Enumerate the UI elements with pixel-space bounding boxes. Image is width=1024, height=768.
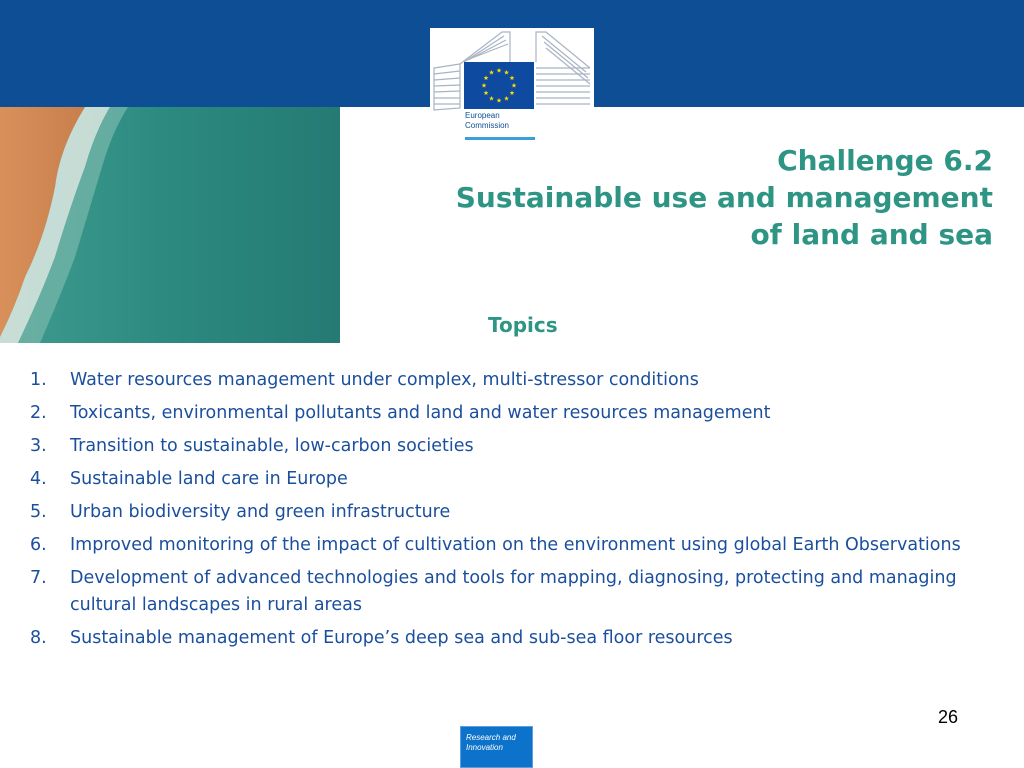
list-item — [30, 565, 1000, 619]
star-icon — [512, 83, 517, 88]
item-number: 7. — [30, 568, 47, 588]
list-item — [30, 625, 1000, 652]
star-icon — [484, 90, 489, 95]
item-number: 6. — [30, 535, 47, 555]
star-icon — [489, 96, 494, 101]
list-item — [30, 499, 1000, 526]
logo-line-2: Commission — [465, 121, 510, 130]
item-text: Transition to sustainable, low-carbon societies — [70, 436, 474, 456]
topics-list — [30, 367, 1000, 658]
star-icon — [484, 75, 489, 80]
item-text: Improved monitoring of the impact of cultivation on the environment using global Earth Observations — [70, 535, 961, 555]
item-text: Development of advanced technologies and tools for mapping, diagnosing, protecting and managing cultural landscapes in rural areas — [70, 568, 957, 615]
item-text: Toxicants, environmental pollutants and land and water resources management — [70, 403, 771, 423]
item-text: Urban biodiversity and green infrastructure — [70, 502, 451, 522]
research-innovation-badge — [460, 726, 533, 768]
star-icon — [510, 75, 515, 80]
list-item — [30, 466, 1000, 493]
title-line-3: of land and sea — [750, 218, 993, 251]
badge-line-1: Research and — [466, 733, 516, 742]
item-number: 1. — [30, 370, 47, 390]
page-number: 26 — [938, 707, 959, 727]
list-item — [30, 532, 1000, 559]
beach-sea-image — [0, 107, 340, 343]
list-item — [30, 367, 1000, 394]
star-icon — [504, 96, 509, 101]
star-icon — [497, 98, 502, 103]
slide-title — [313, 142, 993, 253]
star-icon — [489, 70, 494, 75]
item-number: 8. — [30, 628, 47, 648]
badge-label — [466, 733, 516, 753]
topics-heading: Topics — [488, 313, 558, 337]
eu-flag-icon — [464, 62, 534, 109]
list-item — [30, 433, 1000, 460]
star-icon — [504, 70, 509, 75]
title-line-2: Sustainable use and management — [455, 181, 993, 214]
item-number: 3. — [30, 436, 47, 456]
item-text: Water resources management under complex, multi-stressor conditions — [70, 370, 699, 390]
item-number: 2. — [30, 403, 47, 423]
star-icon — [510, 90, 515, 95]
item-text: Sustainable land care in Europe — [70, 469, 348, 489]
badge-line-2: Innovation — [466, 743, 503, 752]
logo-underline — [465, 137, 535, 140]
item-number: 5. — [30, 502, 47, 522]
item-number: 4. — [30, 469, 47, 489]
item-text: Sustainable management of Europe’s deep sea and sub-sea floor resources — [70, 628, 733, 648]
logo-line-1: European — [465, 111, 500, 120]
coastline-photo — [0, 107, 340, 343]
list-item — [30, 400, 1000, 427]
title-line-1: Challenge 6.2 — [777, 144, 993, 177]
star-icon — [482, 83, 487, 88]
star-icon — [497, 68, 502, 73]
